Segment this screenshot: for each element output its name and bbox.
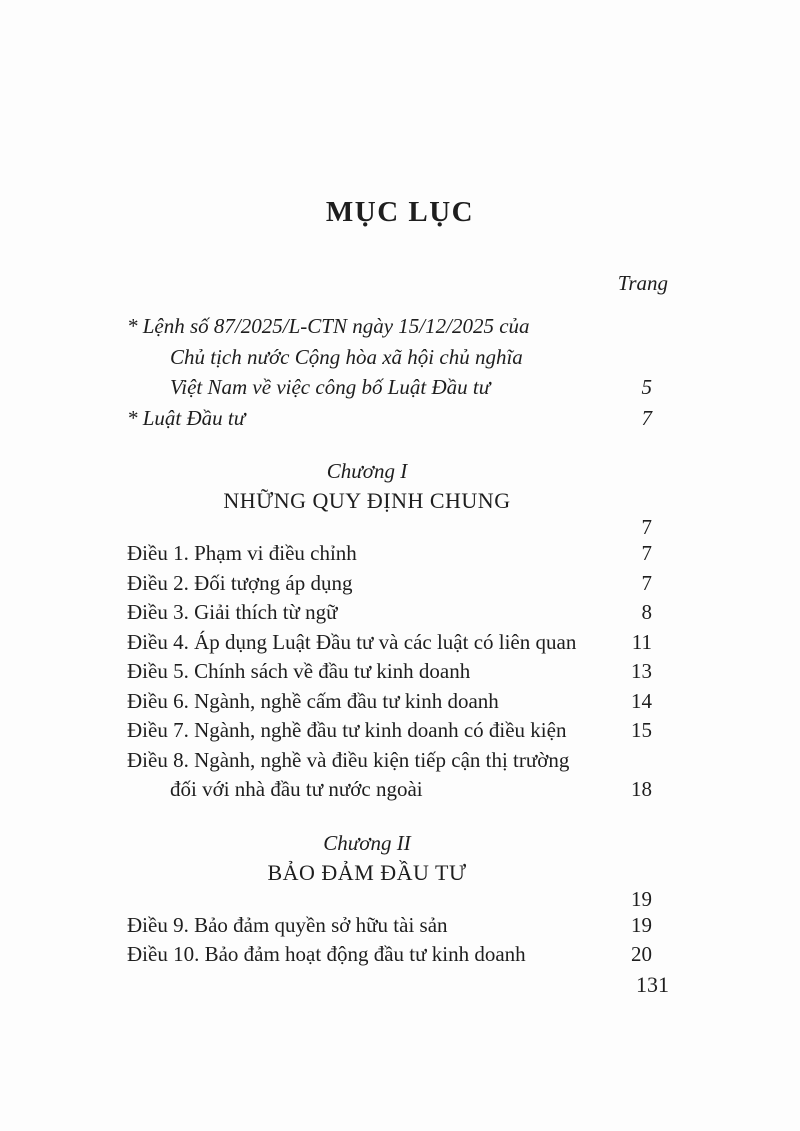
page-folio-number: 131 — [636, 972, 669, 997]
entry-text — [127, 598, 607, 628]
entry-page-number: 11 — [631, 629, 652, 654]
entry-page-number: 7 — [641, 405, 652, 430]
entry-line: Điều 2. Đối tượng áp dụng — [127, 570, 353, 595]
toc-entry — [127, 539, 652, 569]
entry-line: Chủ tịch nước Cộng hòa xã hội chủ nghĩa — [170, 344, 523, 369]
entry-line: Điều 10. Bảo đảm hoạt động đầu tư kinh doanh — [127, 942, 526, 966]
entry-text — [127, 940, 607, 970]
chapter-heading — [127, 457, 607, 515]
chapter-label: Chương II — [323, 830, 411, 855]
entry-text — [127, 311, 607, 403]
entry-page-number: 19 — [631, 912, 652, 937]
entry-page-number: 15 — [631, 718, 652, 742]
entry-page-number: 7 — [641, 570, 652, 595]
entry-text — [127, 911, 607, 941]
entry-page-number: 13 — [631, 659, 652, 683]
front-matter-entries — [127, 311, 652, 433]
entry-text — [127, 657, 607, 687]
entry-text — [127, 539, 607, 569]
entry-line: Điều 5. Chính sách về đầu tư kinh doanh — [127, 659, 471, 683]
entry-line: Việt Nam về việc công bố Luật Đầu tư — [170, 375, 491, 399]
toc-entry — [127, 657, 652, 687]
chapter-page-number: 19 — [631, 886, 652, 911]
entry-line: * Luật Đầu tư — [127, 405, 246, 430]
entry-text — [127, 716, 607, 746]
entry-line: Điều 6. Ngành, nghề cấm đầu tư kinh doanh — [127, 688, 499, 713]
entry-line: Điều 3. Giải thích từ ngữ — [127, 600, 338, 624]
toc-entry — [127, 628, 652, 658]
toc-entry — [127, 598, 652, 628]
entry-page-number: 20 — [631, 942, 652, 966]
entry-line: * Lệnh số 87/2025/L-CTN ngày 15/12/2025 của — [127, 314, 530, 338]
entry-text — [127, 628, 607, 658]
entry-page-number: 14 — [631, 688, 652, 713]
chapter-page-row — [127, 887, 652, 911]
entry-text — [127, 403, 607, 434]
entry-line: Điều 9. Bảo đảm quyền sở hữu tài sản — [127, 912, 448, 937]
toc-entry — [127, 940, 652, 970]
entry-page-number: 5 — [641, 375, 652, 399]
toc-entry — [127, 687, 652, 717]
toc-entry — [127, 911, 652, 941]
entry-line: Điều 7. Ngành, nghề đầu tư kinh doanh có điều kiện — [127, 718, 567, 742]
entry-page-number: 8 — [641, 600, 652, 624]
toc-entry — [127, 311, 652, 403]
entry-page-number: 18 — [631, 777, 652, 801]
entry-line: Điều 1. Phạm vi điều chỉnh — [127, 541, 357, 565]
chapter-page-row — [127, 515, 652, 539]
page-title: MỤC LỤC — [325, 196, 475, 228]
entry-text — [127, 687, 607, 717]
page-column-header: Trang — [617, 271, 668, 295]
chapter-page-number: 7 — [641, 515, 652, 539]
chapter-title: BẢO ĐẢM ĐẦU TƯ — [267, 859, 467, 885]
entry-text — [127, 569, 607, 599]
entry-line: Điều 4. Áp dụng Luật Đầu tư và các luật có liên quan — [127, 629, 577, 654]
chapter-label: Chương I — [326, 459, 408, 483]
entry-line: Điều 8. Ngành, nghề và điều kiện tiếp cận thị trường — [127, 747, 570, 772]
toc-entry — [127, 569, 652, 599]
entry-page-number: 7 — [641, 541, 652, 565]
chapter-heading — [127, 829, 607, 887]
chapter-title: NHỮNG QUY ĐỊNH CHUNG — [223, 488, 511, 513]
entry-text — [127, 746, 607, 805]
table-of-contents — [127, 311, 652, 970]
entry-line: đối với nhà đầu tư nước ngoài — [170, 777, 423, 801]
toc-entry — [127, 403, 652, 434]
toc-entry — [127, 746, 652, 805]
toc-entry — [127, 716, 652, 746]
